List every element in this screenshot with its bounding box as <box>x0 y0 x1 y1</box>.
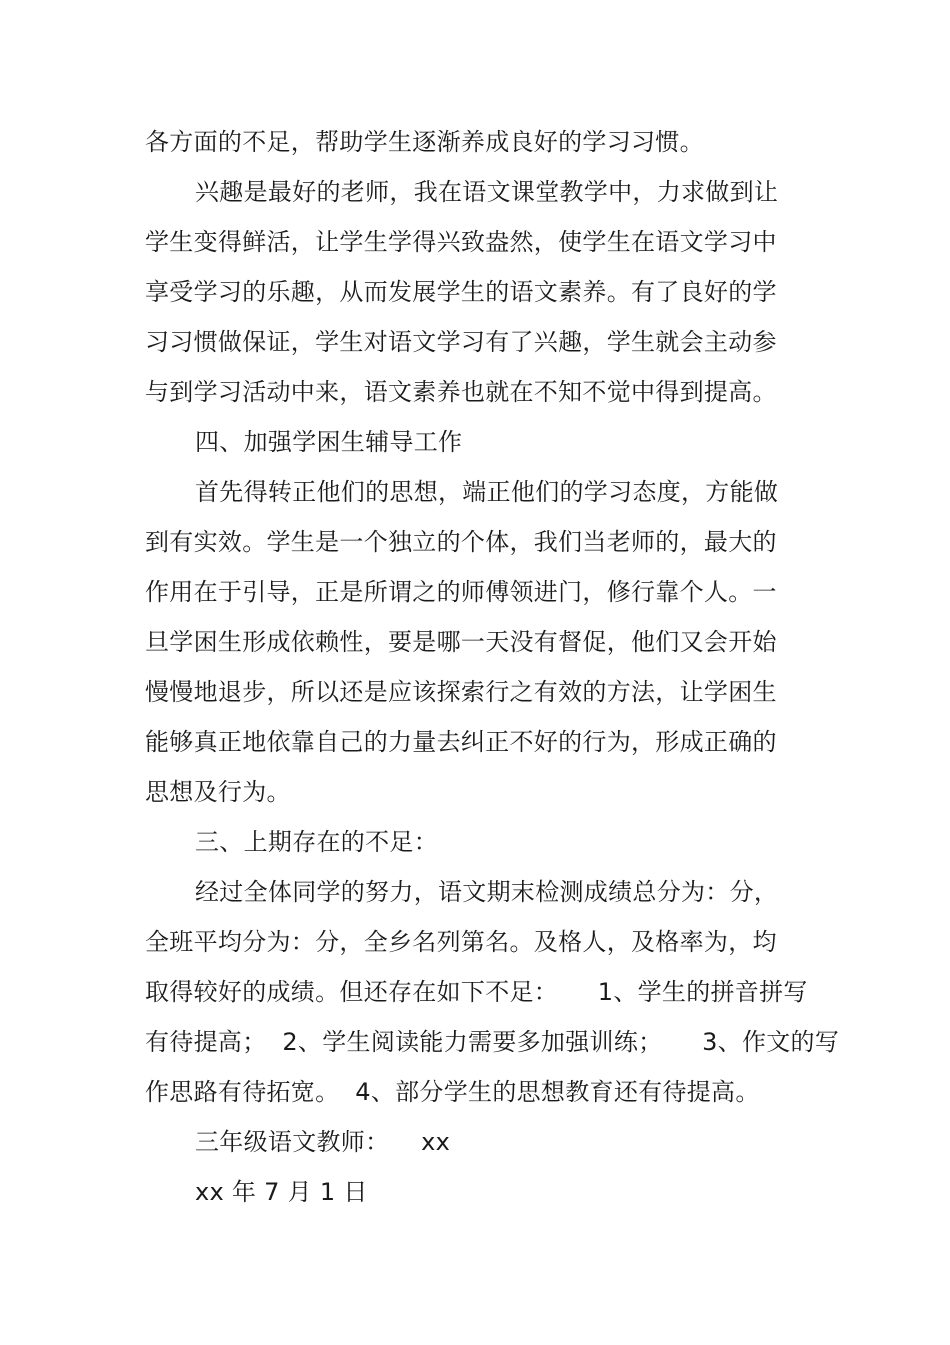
text-line: 作用在于引导，正是所谓之的师傅领进门，修行靠个人。一 <box>145 578 777 606</box>
text-line: 与到学习活动中来，语文素养也就在不知不觉中得到提高。 <box>145 378 777 406</box>
section-heading: 三、上期存在的不足： <box>195 828 438 856</box>
text-line: 取得较好的成绩。但还存在如下不足： 1、学生的拼音拼写 <box>145 978 808 1006</box>
text-line: 全班平均分为：分，全乡名列第名。及格人，及格率为，均 <box>145 928 777 956</box>
text-line: 旦学困生形成依赖性，要是哪一天没有督促，他们又会开始 <box>145 628 777 656</box>
text-line: 能够真正地依靠自己的力量去纠正不好的行为，形成正确的 <box>145 728 777 756</box>
text-line: 慢慢地退步，所以还是应该探索行之有效的方法，让学困生 <box>145 678 777 706</box>
text-line: 享受学习的乐趣，从而发展学生的语文素养。有了良好的学 <box>145 278 777 306</box>
text-line: 习习惯做保证，学生对语文学习有了兴趣，学生就会主动参 <box>145 328 777 356</box>
text-line: 首先得转正他们的思想，端正他们的学习态度，方能做 <box>195 478 779 506</box>
text-line: 思想及行为。 <box>145 778 291 806</box>
text-line: 有待提高； 2、学生阅读能力需要多加强训练； 3、作文的写 <box>145 1028 840 1056</box>
text-line: 学生变得鲜活，让学生学得兴致盎然，使学生在语文学习中 <box>145 228 777 256</box>
signature-line: 三年级语文教师： xx <box>195 1128 451 1156</box>
text-line: 兴趣是最好的老师，我在语文课堂教学中，力求做到让 <box>195 178 779 206</box>
text-line: 经过全体同学的努力，语文期末检测成绩总分为：分， <box>195 878 779 906</box>
section-heading: 四、加强学困生辅导工作 <box>195 428 463 456</box>
text-line: 作思路有待拓宽。 4、部分学生的思想教育还有待提高。 <box>145 1078 760 1106</box>
date-line: xx 年 7 月 1 日 <box>195 1178 368 1206</box>
text-line: 各方面的不足，帮助学生逐渐养成良好的学习习惯。 <box>145 128 704 156</box>
text-line: 到有实效。学生是一个独立的个体，我们当老师的，最大的 <box>145 528 777 556</box>
